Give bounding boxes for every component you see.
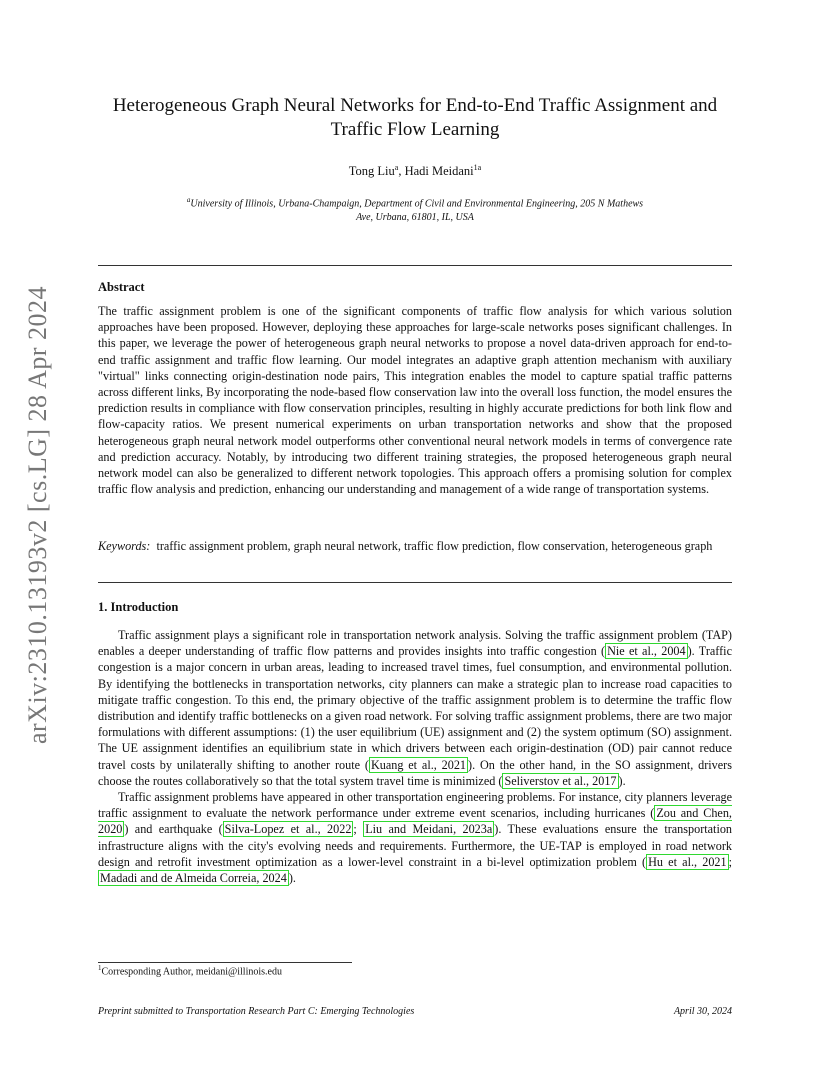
text-run: Traffic assignment plays a significant role in transportation network analysis. Solving the traffic assignment problem (TAP) enables a deeper understanding of traffic flow patterns and provides insights into traffic congestion ( — [98, 628, 732, 659]
footer-date: April 30, 2024 — [673, 1006, 732, 1017]
paper-title — [90, 94, 740, 142]
footer-journal: Preprint submitted to Transportation Research Part C: Emerging Technologies — [98, 1006, 415, 1017]
citation-link[interactable]: Zou and Chen, 2020 — [98, 806, 732, 837]
paragraph-2 — [98, 789, 732, 886]
affiliation-line-1: University of Illinois, Urbana-Champaign, Department of Civil and Environmental Engineering, 205 N Mathews — [190, 198, 644, 210]
affiliation-line-2: Ave, Urbana, 61801, IL, USA — [356, 212, 474, 224]
footnote — [98, 964, 282, 977]
citation-link[interactable]: Kuang et al., 2021 — [370, 757, 467, 772]
footnote-rule — [98, 962, 352, 963]
affiliation — [130, 193, 700, 225]
footnote-text: Corresponding Author, meidani@illinois.edu — [101, 966, 282, 978]
citation-link[interactable]: Nie et al., 2004 — [607, 644, 686, 659]
keywords-label: Keywords: — [98, 539, 151, 553]
text-run: ). These evaluations ensure the transportation infrastructure aligns with the city's evolving needs and requirements. Furthermore, the UE-TAP is employed in road network design and retrofit investment optimization as a lower-level constraint in a bi-level optimization problem ( — [98, 822, 733, 869]
citation-link[interactable]: Liu and Meidani, 2023a — [365, 822, 493, 837]
author-list: Tong Liu$^a$, Hadi Meidani$^{1a}$ — [348, 163, 482, 179]
citation-link[interactable]: Seliverstov et al., 2017 — [504, 773, 617, 788]
text-run: ) and earthquake ( — [124, 822, 223, 837]
author-name: Tong Liu — [348, 164, 395, 179]
author-affil-mark: 1a — [473, 163, 482, 172]
title-line-1: Heterogeneous Graph Neural Networks for End-to-End Traffic Assignment and — [112, 95, 718, 116]
paragraph-1 — [98, 627, 732, 789]
introduction-body — [98, 627, 732, 886]
abstract-heading: Abstract — [98, 280, 145, 294]
text-run: ; — [353, 822, 364, 837]
abstract-top-rule — [98, 265, 732, 266]
text-run: ; — [728, 854, 732, 869]
abstract-bottom-rule — [98, 582, 732, 583]
section-heading-introduction: 1. Introduction — [98, 600, 179, 614]
citation-link[interactable]: Silva-Lopez et al., 2022 — [224, 822, 352, 837]
arxiv-identifier-text: arXiv:2310.13193v2 [cs.LG] 28 Apr 2024 — [23, 285, 52, 745]
keywords — [98, 538, 732, 554]
text-run: Traffic assignment problems have appeared in other transportation engineering problems. For instance, city planners leverage traffic assignment to evaluate the network performance under extreme event scenarios, including hurricanes ( — [98, 790, 732, 821]
text-run: ). — [618, 773, 626, 788]
text-run: ). Traffic congestion is a major concern in urban areas, leading to increased travel times, fuel consumption, and environmental pollution. By identifying the bottlenecks in transportation networks, city planners can make a strategic plan to increase road capacities to mitigate traffic congestion. To this end, the primary objective of the traffic assignment problem is to determine the traffic flow distribution and identify traffic bottlenecks on a given road network. For solving traffic assignment problems, there are two major formulations with different assumptions: (1) the user equilibrium (UE) assignment and (2) the system optimum (SO) assignment. The UE assignment identifies an equilibrium state in which drivers between each origin-destination (OD) pair cannot reduce travel costs by unilaterally shifting to another route ( — [98, 644, 732, 772]
abstract-text: The traffic assignment problem is one of the significant components of traffic flow analysis for which various solution approaches have been proposed. However, deploying these approaches for large-scale networks poses significant challenges. In this paper, we leverage the power of heterogeneous graph neural networks to propose a novel data-driven approach for end-to-end traffic assignment and traffic flow learning. Our model integrates an adaptive graph attention mechanism with auxiliary "virtual" links connecting origin-destination node pairs, This integration enables the model to capture spatial traffic patterns across different links, By incorporating the node-based flow conservation law into the overall loss function, the model ensures the prediction results in compliance with flow conservation principles, resulting in highly accurate predictions for both link flow and flow-capacity ratios. We present numerical experiments on urban transportation networks and show that the proposed heterogeneous graph neural network model outperforms other conventional neural network models in terms of convergence rate and prediction accuracy. Notably, by introducing two different training strategies, the proposed heterogeneous graph neural network model can also be generalized to different network topologies. This approach offers a promising solution for complex traffic flow analysis and prediction, enhancing our understanding and management of a wide range of transportation systems. — [98, 304, 732, 497]
author-affil-mark: a — [394, 163, 399, 172]
text-run: ). On the other hand, in the SO assignment, drivers choose the routes collaboratively so that the total system travel time is minimized ( — [98, 757, 732, 788]
footnote-mark: 1 — [98, 964, 102, 972]
text-run: ). — [288, 871, 296, 886]
citation-link[interactable]: Madadi and de Almeida Correia, 2024 — [100, 871, 287, 886]
arxiv-identifier — [18, 270, 58, 760]
affiliation-mark: a — [186, 196, 191, 204]
keywords-text: traffic assignment problem, graph neural network, traffic flow prediction, flow conservation, heterogeneous graph — [156, 539, 713, 553]
citation-link[interactable]: Hu et al., 2021 — [648, 854, 727, 869]
title-line-2: Traffic Flow Learning — [330, 119, 500, 140]
author-name: Hadi Meidani — [404, 164, 474, 179]
